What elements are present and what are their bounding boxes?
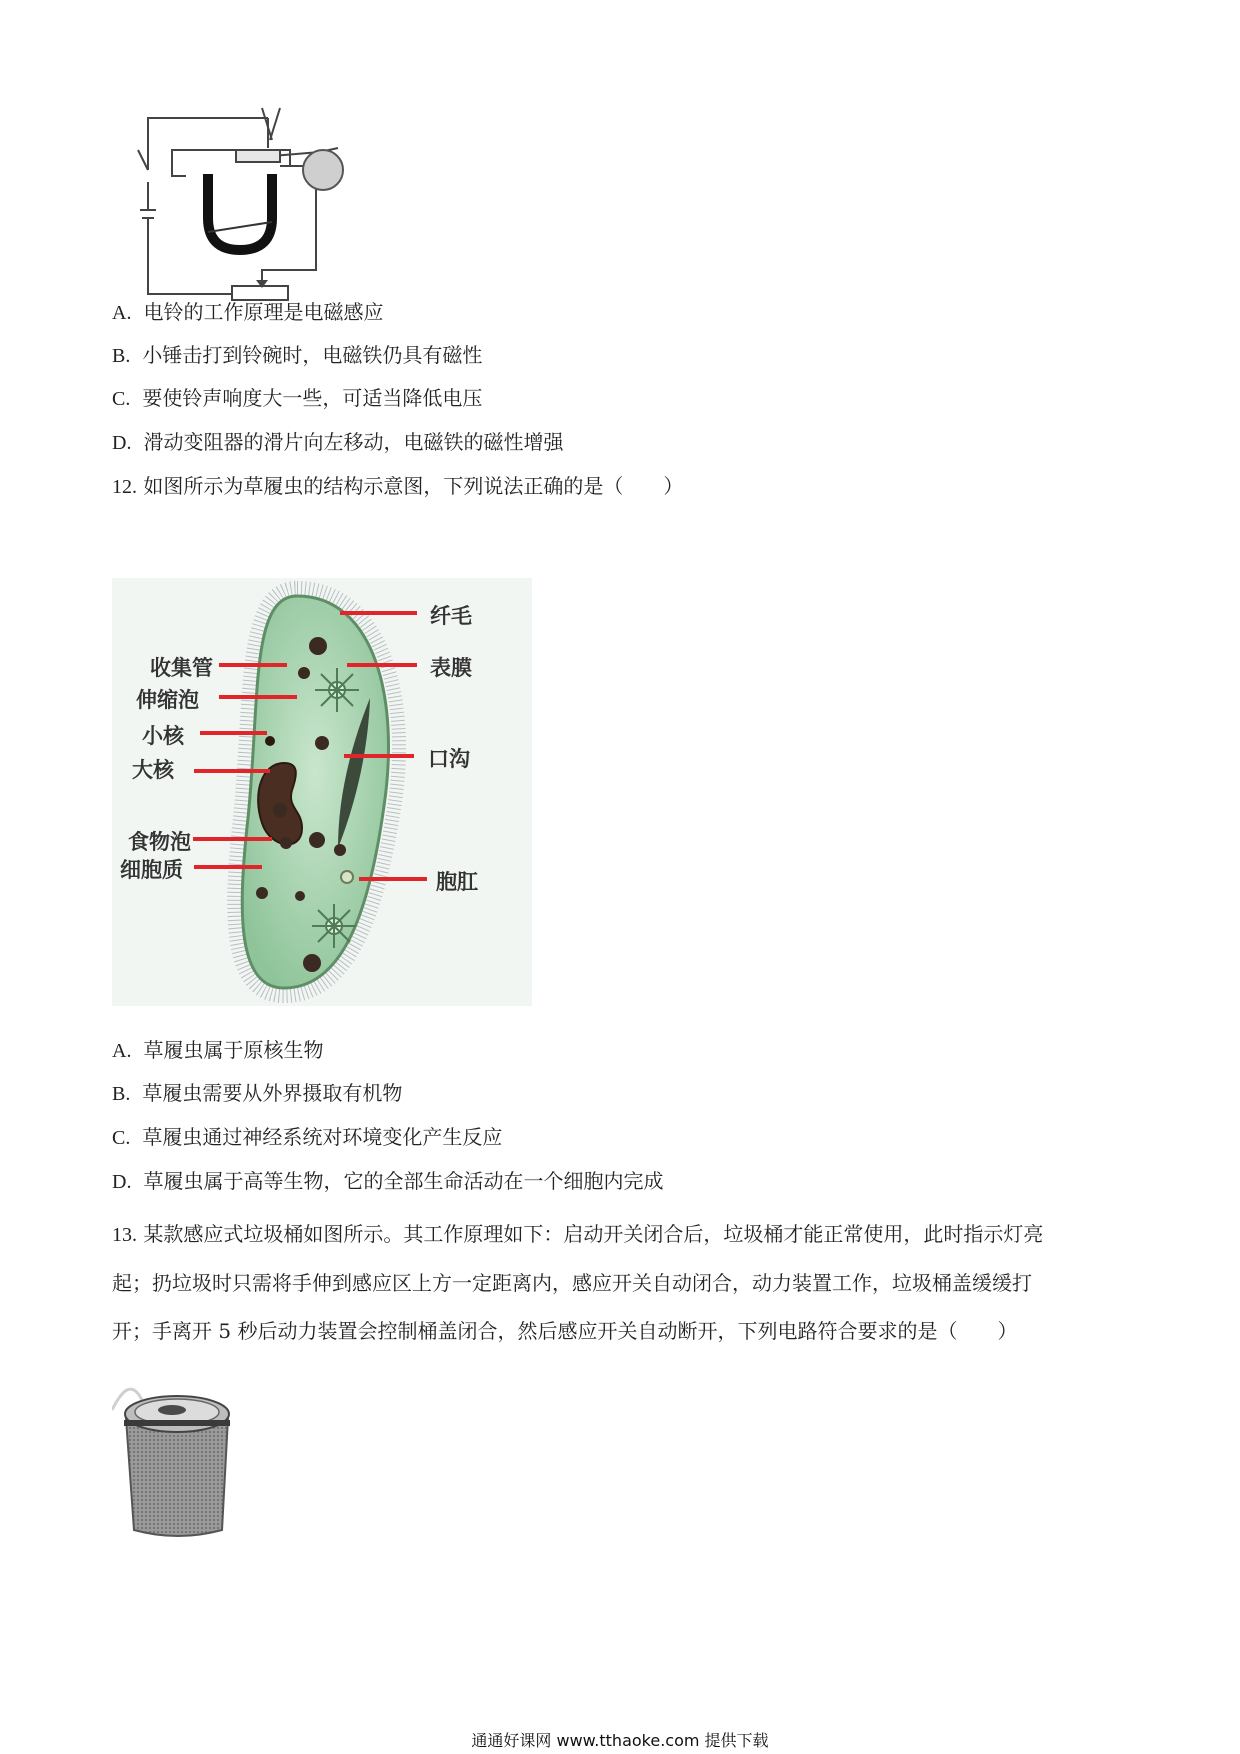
- label-food-vacuole: 食物泡: [128, 830, 191, 854]
- q12-stem: 12. 如图所示为草履虫的结构示意图，下列说法正确的是（ ）: [112, 474, 684, 498]
- electric-bell-circuit-figure: [120, 100, 400, 310]
- q13-line-3: 开；手离开 5 秒后动力装置会控制桶盖闭合，然后感应开关自动断开，下列电路符合要求的是（ ）: [112, 1319, 1018, 1343]
- label-anal-pore: 胞肛: [436, 870, 478, 894]
- q11-option-b: B. 小锤击打到铃碗时，电磁铁仍具有磁性: [112, 343, 483, 367]
- label-contractile-vacuole: 伸缩泡: [136, 688, 199, 712]
- q11-option-c: C. 要使铃声响度大一些，可适当降低电压: [112, 386, 483, 410]
- q12-option-c: C. 草履虫通过神经系统对环境变化产生反应: [112, 1125, 503, 1149]
- q11-option-a: A. 电铃的工作原理是电磁感应: [112, 300, 384, 324]
- label-cilia: 纤毛: [430, 604, 472, 628]
- label-cytoplasm: 细胞质: [120, 858, 183, 882]
- label-oral-groove: 口沟: [428, 747, 470, 771]
- label-pellicle: 表膜: [430, 656, 472, 680]
- q12-option-d: D. 草履虫属于高等生物，它的全部生命活动在一个细胞内完成: [112, 1169, 664, 1193]
- q11-option-d: D. 滑动变阻器的滑片向左移动，电磁铁的磁性增强: [112, 430, 564, 454]
- paramecium-figure: [112, 578, 532, 1006]
- sensor-trash-bin-image: [112, 1370, 242, 1540]
- page-footer: 通通好课网 www.tthaoke.com 提供下载: [471, 1731, 769, 1750]
- q13-line-2: 起；扔垃圾时只需将手伸到感应区上方一定距离内，感应开关自动闭合，动力装置工作，垃圾桶盖缓缓打: [112, 1271, 1032, 1295]
- label-macronucleus: 大核: [132, 758, 174, 782]
- q12-option-a: A. 草履虫属于原核生物: [112, 1038, 324, 1062]
- q12-option-b: B. 草履虫需要从外界摄取有机物: [112, 1081, 403, 1105]
- paramecium-drawing: [112, 578, 532, 1006]
- label-micronucleus: 小核: [142, 724, 184, 748]
- label-collecting-canal: 收集管: [150, 656, 213, 680]
- q13-stem: [112, 1210, 1132, 1355]
- q13-line-1: 13. 某款感应式垃圾桶如图所示。其工作原理如下：启动开关闭合后，垃圾桶才能正常使用，此时指示灯亮: [112, 1222, 1044, 1246]
